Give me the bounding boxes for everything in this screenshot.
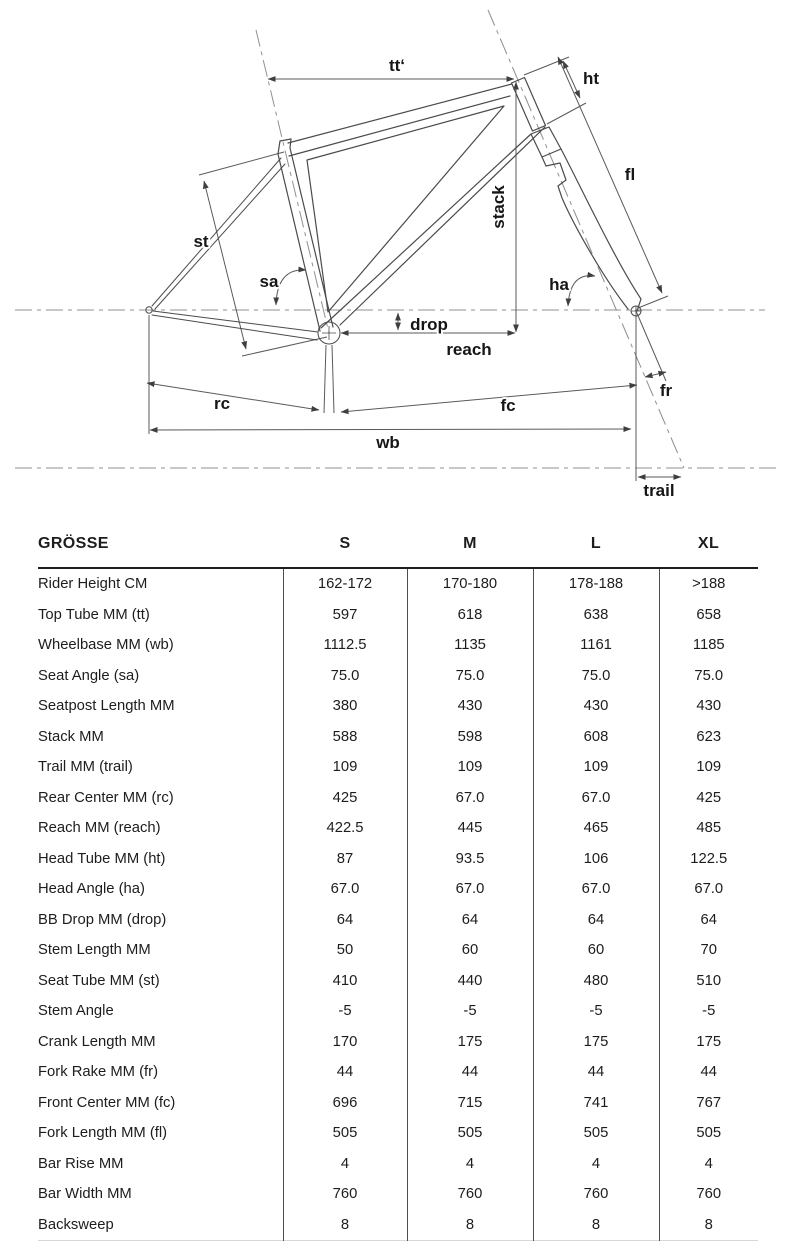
label-stack: stack [489,185,508,229]
spec-label: Fork Length MM (fl) [38,1125,168,1142]
table-row [38,966,758,997]
spec-value-l: 60 [533,935,659,966]
dim-front-center [341,385,637,412]
frame-down-tube-right [340,127,545,325]
table-row [38,1057,758,1088]
spec-value-s: 75.0 [283,661,407,692]
spec-label: Seat Tube MM (st) [38,972,160,989]
spec-label: Seatpost Length MM [38,698,175,715]
spec-label: Stack MM [38,728,104,745]
spec-value-l: 109 [533,752,659,783]
spec-value-m: 760 [407,1179,533,1210]
spec-label: Crank Length MM [38,1033,156,1050]
spec-value-s: 410 [283,966,407,997]
label-fork-rake: fr [659,381,673,400]
spec-value-m: -5 [407,996,533,1027]
spec-value-s: 588 [283,722,407,753]
spec-label: Stem Length MM [38,942,151,959]
spec-label: Trail MM (trail) [38,759,133,776]
table-row [38,568,758,600]
fork-crown [531,127,561,157]
spec-label: Backsweep [38,1216,114,1233]
spec-value-xl: 760 [659,1179,758,1210]
spec-value-m: 44 [407,1057,533,1088]
spec-value-m: 1135 [407,630,533,661]
spec-label: Bar Width MM [38,1186,132,1203]
spec-value-l: 8 [533,1210,659,1241]
spec-value-l: 178-188 [533,568,659,600]
table-row [38,1118,758,1149]
spec-value-xl: 505 [659,1118,758,1149]
label-fork-length: fl [624,165,636,184]
spec-label: BB Drop MM (drop) [38,911,167,928]
spec-value-l: 465 [533,813,659,844]
dim-seat-angle-arc [276,270,306,305]
frame-top-tube-lower [289,96,510,156]
spec-value-l: 430 [533,691,659,722]
spec-value-s: 597 [283,600,407,631]
spec-value-s: 380 [283,691,407,722]
spec-value-s: 50 [283,935,407,966]
table-header-groesse: GRÖSSE [38,527,283,568]
spec-value-l: 106 [533,844,659,875]
dim-head-angle-arc [568,276,595,306]
label-trail: trail [643,481,675,500]
frame-chain-stay-upper [153,311,318,332]
dim-rear-center [147,383,319,410]
frame-seat-tube-left [278,141,320,331]
label-wheelbase: wb [376,433,400,452]
spec-value-m: 67.0 [407,783,533,814]
spec-label: Front Center MM (fc) [38,1094,176,1111]
label-seat-tube: st [193,232,209,251]
frame-inner-cutout [307,106,504,312]
spec-value-l: 75.0 [533,661,659,692]
spec-value-m: 60 [407,935,533,966]
bike-frame [146,78,641,345]
spec-value-s: 422.5 [283,813,407,844]
spec-value-s: 4 [283,1149,407,1180]
spec-value-xl: 510 [659,966,758,997]
spec-label: Head Angle (ha) [38,881,145,898]
spec-value-xl: 64 [659,905,758,936]
label-head-tube: ht [582,69,600,88]
table-row [38,630,758,661]
spec-value-m: 93.5 [407,844,533,875]
spec-value-m: 64 [407,905,533,936]
spec-value-xl: 70 [659,935,758,966]
dim-wheelbase [150,429,631,430]
label-head-angle: ha [549,275,569,294]
spec-value-xl: 75.0 [659,661,758,692]
table-body [38,568,758,1241]
spec-value-l: 175 [533,1027,659,1058]
spec-value-m: 170-180 [407,568,533,600]
spec-value-m: 75.0 [407,661,533,692]
spec-value-m: 618 [407,600,533,631]
frame-seat-tube-cap [280,139,291,141]
table-row [38,783,758,814]
table-row [38,1088,758,1119]
table-row [38,996,758,1027]
table-row [38,844,758,875]
dim-fork-length [558,57,662,293]
spec-value-xl: 623 [659,722,758,753]
spec-label: Reach MM (reach) [38,820,161,837]
spec-value-s: 109 [283,752,407,783]
spec-value-m: 505 [407,1118,533,1149]
spec-value-s: 505 [283,1118,407,1149]
ext-fork-bottom [638,296,668,308]
ext-bb-left [324,345,326,413]
spec-value-m: 109 [407,752,533,783]
spec-value-s: 64 [283,905,407,936]
table-row [38,935,758,966]
table-row [38,691,758,722]
spec-value-m: 4 [407,1149,533,1180]
spec-value-xl: 425 [659,783,758,814]
spec-value-m: 440 [407,966,533,997]
spec-value-l: 1161 [533,630,659,661]
spec-value-l: 4 [533,1149,659,1180]
label-front-center: fc [500,396,516,415]
spec-value-m: 67.0 [407,874,533,905]
table-row [38,813,758,844]
spec-label: Rear Center MM (rc) [38,789,174,806]
spec-value-l: 505 [533,1118,659,1149]
spec-label: Fork Rake MM (fr) [38,1064,159,1081]
geometry-diagram [0,0,790,515]
spec-value-l: 480 [533,966,659,997]
spec-value-xl: 109 [659,752,758,783]
label-rear-center: rc [213,394,231,413]
spec-value-s: 760 [283,1179,407,1210]
spec-value-l: 741 [533,1088,659,1119]
spec-value-l: 760 [533,1179,659,1210]
spec-label: Top Tube MM (tt) [38,606,150,623]
frame-down-tube-left [321,134,531,328]
spec-label: Head Tube MM (ht) [38,850,166,867]
frame-chain-stay-lower [152,315,317,340]
spec-value-m: 445 [407,813,533,844]
table-row [38,874,758,905]
table-row [38,1210,758,1241]
table-header-size-xl: XL [659,527,758,568]
spec-value-l: 64 [533,905,659,936]
spec-value-m: 598 [407,722,533,753]
spec-value-m: 715 [407,1088,533,1119]
spec-value-s: 170 [283,1027,407,1058]
dim-head-tube [563,61,580,98]
spec-label: Wheelbase MM (wb) [38,637,174,654]
spec-value-xl: >188 [659,568,758,600]
table-header-size-s: S [283,527,407,568]
spec-label: Rider Height CM [38,576,148,593]
spec-value-s: 8 [283,1210,407,1241]
spec-value-s: 87 [283,844,407,875]
spec-value-xl: 1185 [659,630,758,661]
spec-value-xl: 430 [659,691,758,722]
spec-label: Bar Rise MM [38,1155,124,1172]
spec-label: Stem Angle [38,1003,114,1020]
table-row [38,722,758,753]
spec-value-l: 67.0 [533,783,659,814]
spec-value-m: 8 [407,1210,533,1241]
spec-value-l: 638 [533,600,659,631]
spec-value-l: 608 [533,722,659,753]
ext-axle-axis-parallel [636,311,666,381]
label-bb-drop: drop [410,315,448,334]
label-top-tube: tt‘ [388,56,406,75]
table-row [38,1027,758,1058]
spec-label: Seat Angle (sa) [38,667,140,684]
spec-value-xl: 4 [659,1149,758,1180]
table-header-row [38,527,758,568]
spec-value-xl: 658 [659,600,758,631]
spec-value-s: 162-172 [283,568,407,600]
spec-value-xl: 767 [659,1088,758,1119]
spec-value-xl: -5 [659,996,758,1027]
spec-value-xl: 122.5 [659,844,758,875]
spec-value-xl: 485 [659,813,758,844]
spec-value-s: -5 [283,996,407,1027]
table-row [38,1179,758,1210]
spec-value-xl: 44 [659,1057,758,1088]
spec-value-xl: 8 [659,1210,758,1241]
spec-value-m: 430 [407,691,533,722]
spec-value-s: 44 [283,1057,407,1088]
table-row [38,600,758,631]
table-row [38,905,758,936]
geometry-table [38,527,758,1241]
label-reach: reach [446,340,492,359]
spec-value-xl: 67.0 [659,874,758,905]
table-row [38,661,758,692]
spec-value-l: 67.0 [533,874,659,905]
label-seat-angle: sa [259,272,279,291]
table-header-size-m: M [407,527,533,568]
table-row [38,752,758,783]
spec-value-s: 696 [283,1088,407,1119]
table-row [38,1149,758,1180]
spec-value-m: 175 [407,1027,533,1058]
table-header-size-l: L [533,527,659,568]
ext-bb-right [332,345,334,413]
spec-value-s: 67.0 [283,874,407,905]
spec-value-l: -5 [533,996,659,1027]
table-header [38,527,758,568]
spec-value-l: 44 [533,1057,659,1088]
spec-value-xl: 175 [659,1027,758,1058]
spec-value-s: 425 [283,783,407,814]
ext-seat-tube-top [199,152,284,175]
spec-value-s: 1112.5 [283,630,407,661]
